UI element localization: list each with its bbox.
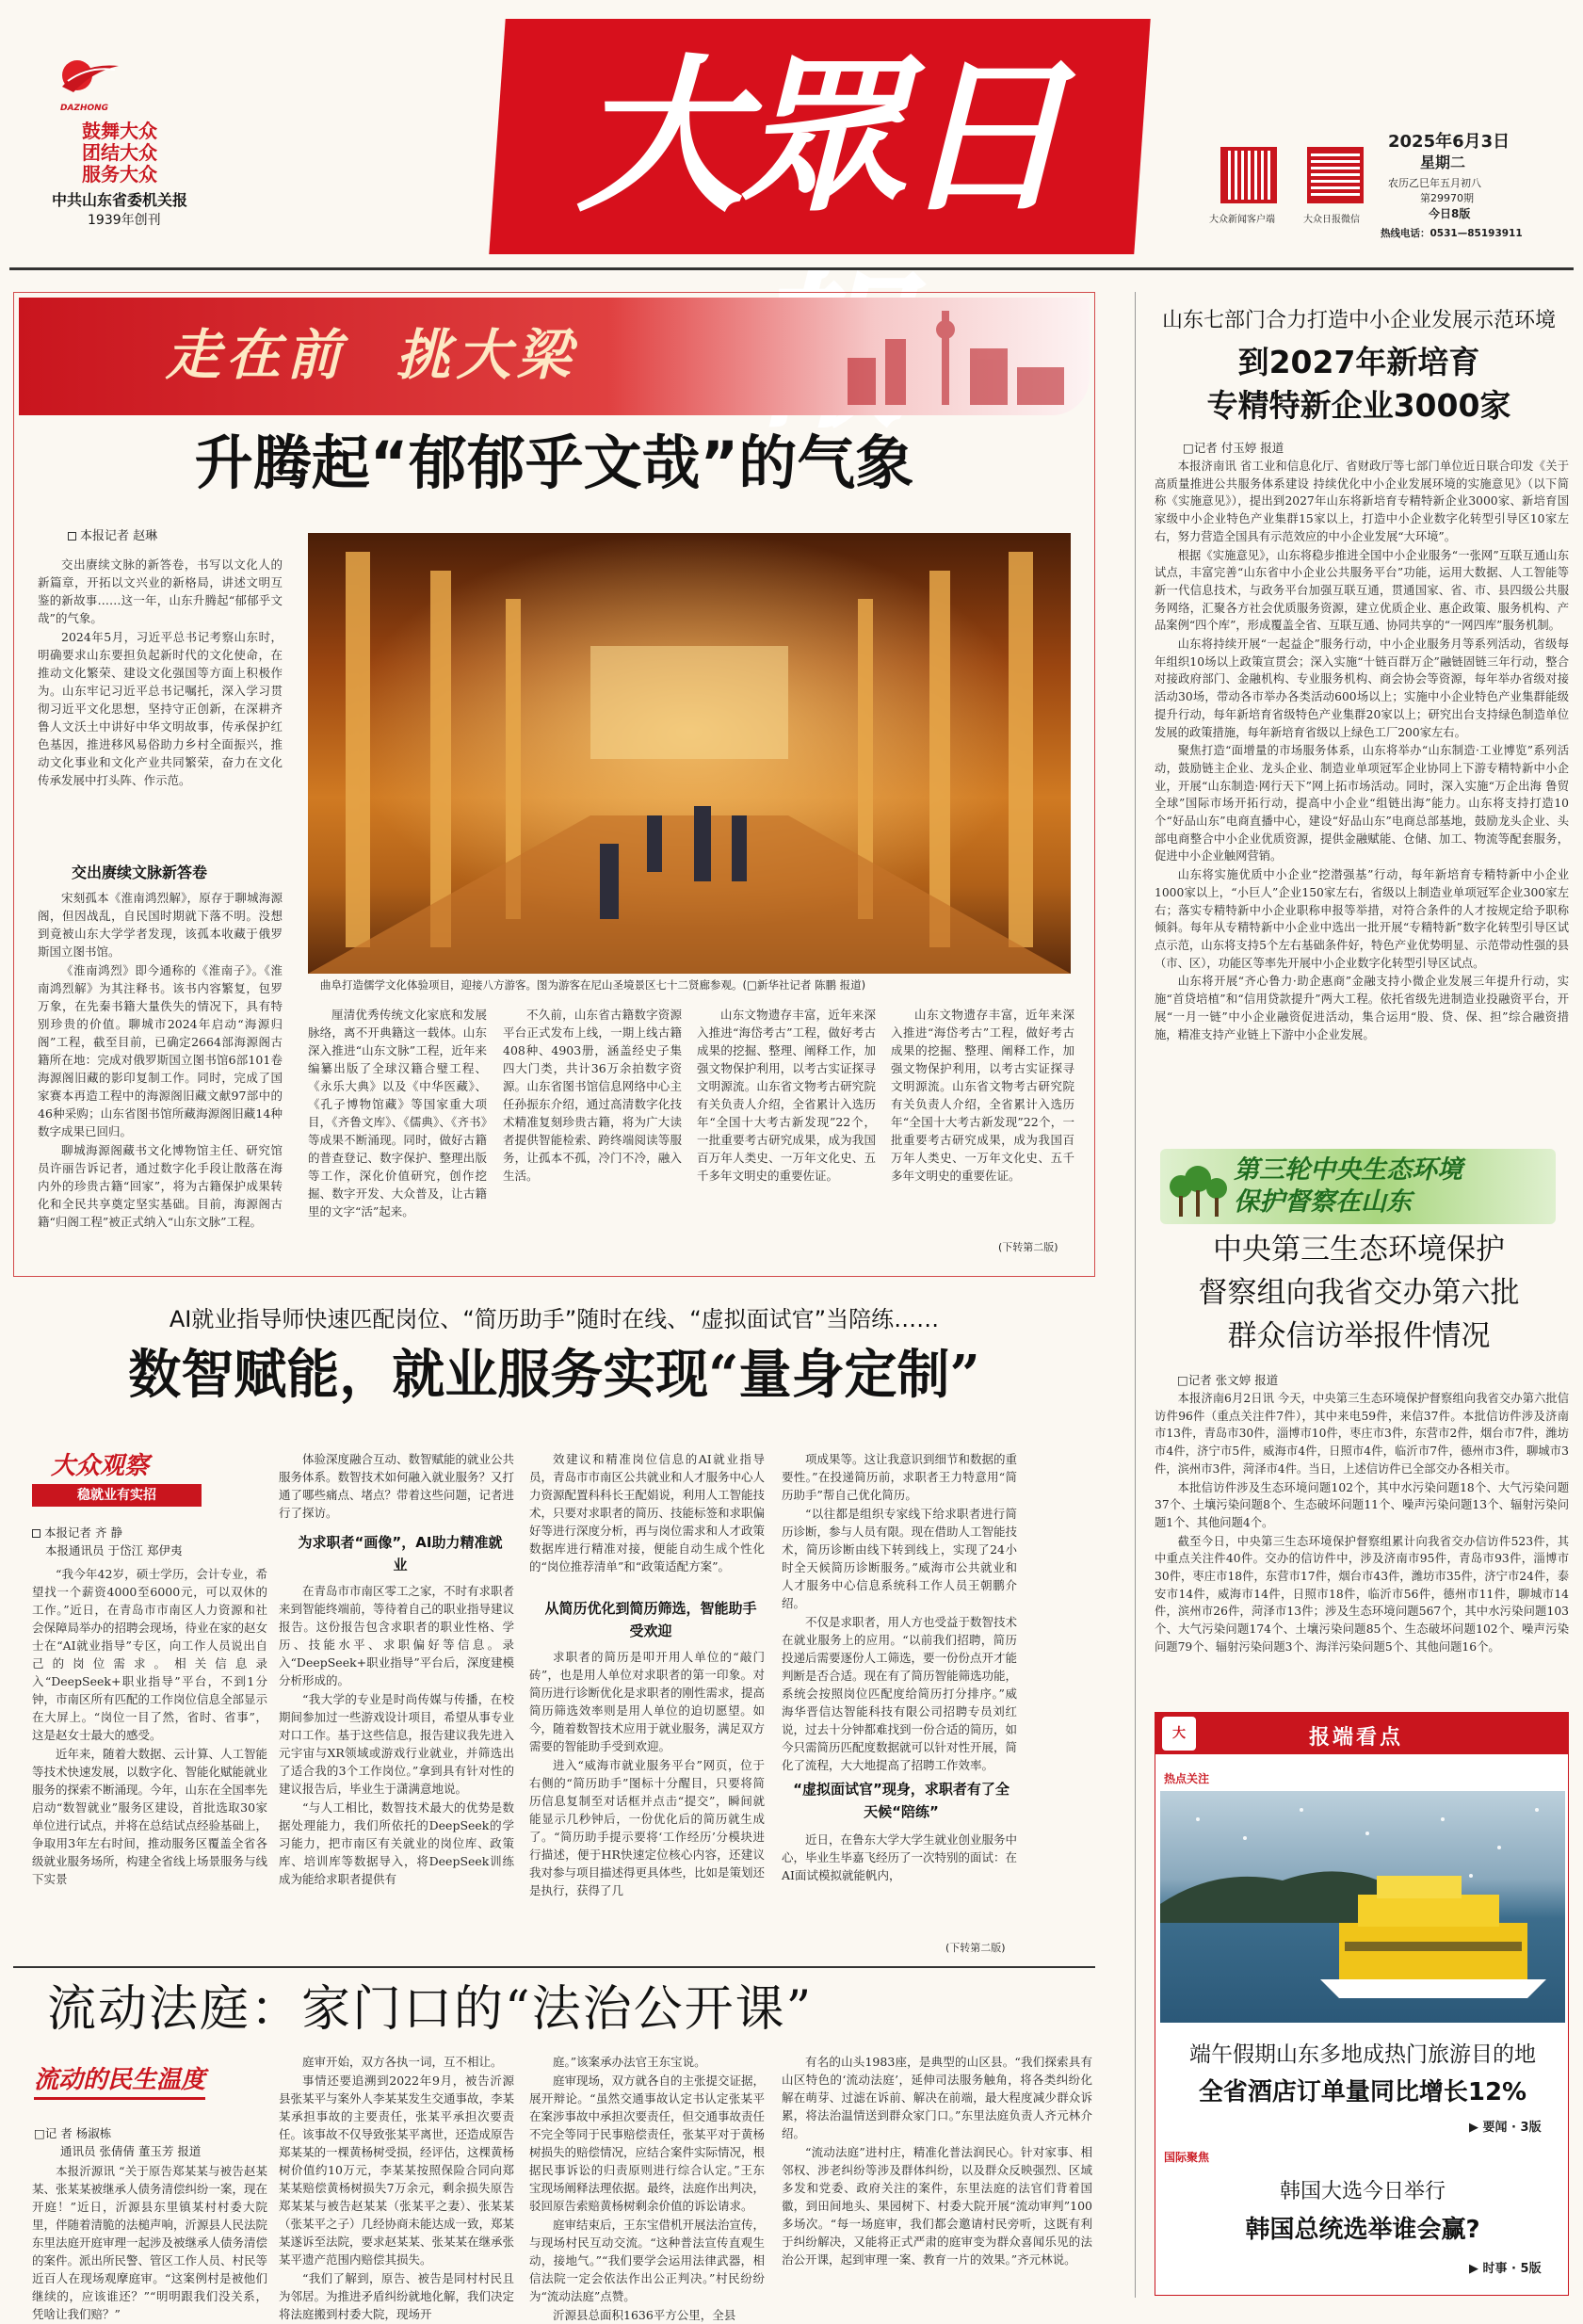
triangle-icon-2: ▶ <box>1469 2262 1483 2276</box>
third-logo: 流动的民生温度 <box>34 2060 205 2100</box>
second-col1 <box>32 1565 267 1961</box>
right1-p2: 根据《实施意见》，山东将稳步推进全国中小企业服务“一张网”互联互通山东试点，丰富完善“山东省中小企业公共服务平台”功能，运用大数据、人工智能等新一代信息技术，与政务平台加强互联互通，贯通国家、省、市、县四级公共服务网络，汇聚各方社会优质服务资源，建立优质企业、惠企政策、服务机构、产品案例“四个库”，形成覆盖全省、互联互通、协同共享的“一网四库”服务机制。 <box>1155 548 1569 633</box>
second-col3b <box>529 1648 765 1961</box>
right2-p3: 截至今日，中央第三生态环境保护督察组累计向我省交办信访件523件，其中重点关注件40件。交办的信访件中，涉及济南市95件，青岛市93件，淄博市30件，枣庄市18件，东营市17件，烟台市43件，潍坊市35件，济宁市24件，泰安市14件，威海市14件，日照市18件，临沂市56件，德州市11件，聊城市14件，滨州市26件，菏泽市13件；涉及生态环境问题567个，其中水污染问题103个、大气污染问题174个、土壤污染问题85个、生态破坏问题102个、噪声污染问题79个、辐射污染问题3个、海洋污染问题5个、其他问题16个。 <box>1155 1534 1569 1654</box>
second-col2a <box>279 1450 514 1525</box>
third-col1 <box>32 2162 268 2321</box>
lead-headline: 升腾起“郁郁乎文哉”的气象 <box>194 428 914 497</box>
second-logo-text: 大众观察 <box>51 1452 150 1480</box>
third-col2-p3: “我们了解到，原告、被告是同村村民且为邻居。为推进矛盾纠纷就地化解，我们决定将法庭搬到村委大院，现场开 <box>279 2271 515 2321</box>
slogan-1: 鼓舞大众 <box>82 120 157 142</box>
second-sub2: 从简历优化到简历筛选，智能助手受欢迎 <box>544 1600 757 1639</box>
second-col3a-p1: 效建议和精准岗位信息的AI就业指导员，青岛市市南区公共就业和人才服务中心人力资源配置科科长王配娟说，利用人工智能技术，只要对求职者的简历、技能标签和求职偏好等进行深度分析，再与岗位需求和人才政策数据库进行精准对接，便能自动生成个性化的“岗位推荐清单”和“政策适配方案”。 <box>529 1452 766 1574</box>
second-col4a-p2: “以往都是组织专家线下给求职者进行简历诊断，参与人员有限。现在借助人工智能技术，简历诊断由线下转到线上，实现了24小时全天候简历诊断服务。”威海市公共就业和人才服务中心信息系统科工作人员王朝鹏介绍。 <box>782 1507 1018 1610</box>
lead-col1-p1: 交出赓续文脉的新答卷，书写以文化人的新篇章，开拓以文兴业的新格局，讲述文明互鉴的新故事……这一年，山东升腾起“郁郁乎文哉”的气象。 <box>38 557 283 625</box>
right2-byline: □记者 张文婷 报道 <box>1177 1373 1279 1387</box>
second-sub3: “虚拟面试官”现身，求职者有了全天候“陪练” <box>793 1781 1010 1820</box>
third-byline <box>34 2124 201 2160</box>
third-headline: 流动法庭：家门口的“法治公开课” <box>47 1981 814 2038</box>
section-rule <box>13 1966 1095 1968</box>
lead-col1-p2: 2024年5月，习近平总书记考察山东时，明确要求山东要担负起新时代的文化使命，在推动文化繁荣、建设文化强国等方面上积极作为。山东牢记习近平总书记嘱托，深入学习贯彻习近平文化思想，坚持守正创新，在深耕齐鲁人文沃土中讲好中华文明故事，传承保护红色基因，推进移风易俗助力乡村全面振兴，推动文化事业和文化产业共同繁荣，奋力在文化传承发展中打头阵、作示范。 <box>38 630 283 787</box>
qr-code-wechat-icon <box>1307 147 1364 203</box>
third-col4-p1: 有名的山头1983座，是典型的山区县。“我们探索具有山区特色的‘流动法庭’，延伸司法服务触角，将各类纠纷化解在萌芽、过滤在诉前、解决在前端，最大程度减少群众诉累，将法治温情送到群众家门口。”东里法庭负责人齐元林介绍。 <box>782 2055 1092 2140</box>
weekday: 星期二 <box>1420 153 1466 171</box>
right1-headline-1: 到2027年新培育 <box>1237 344 1480 380</box>
second-continued: (下转第二版) <box>945 1942 1006 1954</box>
lead-col1b-p3: 聊城海源阁藏书文化博物馆主任、研究馆员许丽告诉记者，通过数字化手段让散落在海内外的珍贵古籍“回家”，将为古籍保护成果转化和全民共享奠定坚实基础。目前，海源阁古籍“归阁工程”被正式纳入“山东文脉”工程。 <box>38 1143 283 1229</box>
preview-ref2[interactable] <box>1469 2258 1542 2276</box>
second-byline <box>32 1524 182 1559</box>
third-col4 <box>782 2053 1092 2303</box>
issue-number: 第29970期 <box>1420 192 1474 204</box>
second-col3b-p1: 求职者的简历是叩开用人单位的“敲门砖”，也是用人单位对求职者的第一印象。对简历进行诊断优化是求职者的刚性需求，提高简历筛选效率则是用人单位的迫切愿望。如今，随着数智技术应用于就业服务，满足双方需要的智能助手受到欢迎。 <box>529 1650 766 1753</box>
right2-headline-2: 督察组向我省交办第六批 <box>1198 1276 1520 1310</box>
third-col3-p3: 庭审结束后，王东宝借机开展法治宣传，与现场村民互动交流。“这种普法宣传直观生动，接地气。”“我们要学会运用法律武器，相信法院一定会依法作出公正判决。”村民纷纷为“流动法庭”点赞。 <box>529 2218 766 2303</box>
byline-box-icon-2 <box>32 1529 40 1538</box>
third-col3-p2: 庭审现场，双方就各自的主张提交证据，展开辩论。“虽然交通事故认定书认定张某平在案涉事故中承担次要责任，但交通事故责任不完全等同于民事赔偿责任，张某平对于黄杨树损失的赔偿情况，应结合案件实际情况，根据民事诉讼的归责原则进行综合认定。”王东宝现场阐释法理依据。最终，法庭作出判决，驳回原告索赔黄杨树剩余价值的诉讼请求。 <box>529 2074 766 2213</box>
founded: 1939年创刊 <box>88 213 161 228</box>
preview-ref1[interactable] <box>1469 2117 1542 2135</box>
second-logo <box>32 1450 220 1512</box>
right-divider <box>1135 292 1136 2298</box>
right2-headline-3: 群众信访举报件情况 <box>1227 1319 1491 1353</box>
third-col3-p1: 庭。”该案承办法官王东宝说。 <box>553 2055 706 2069</box>
lead-col1b-p2: 《淮南鸿烈》即今通称的《淮南子》。《淮南鸿烈解》为其注释书。该书内容繁复，包罗万象，在先秦书籍大量佚失的情况下，具有特别珍贵的价值。聊城市2024年启动“海源归阁”工程，截至目前，已确定2664部海源阁古籍所在地：完成对俄罗斯国立图书馆6部101卷海源阁旧藏的影印复制工作。同时，完成了国家赛本再造工程中的海源阁旧藏文献97部中的46种采购；山东省图书馆所藏海源阁旧藏14种数字成果已回归。 <box>38 963 283 1138</box>
qr-label-wechat: 大众日报微信 <box>1303 215 1360 225</box>
slogan-2: 团结大众 <box>82 141 157 164</box>
lead-col1 <box>38 556 283 789</box>
second-byline-1: 本报记者 齐 静 <box>44 1525 122 1540</box>
preview-head1a[interactable]: 端午假期山东多地成热门旅游目的地 <box>1189 2042 1536 2067</box>
second-col1-p2: 近年来，随着大数据、云计算、人工智能等技术快速发展，以数字化、智能化赋能就业服务的探索不断涌现。今年，山东在全国率先启动“数智就业”服务区建设，首批选取30家单位进行试点，并将在总结试点经验基础上，争取用3年左右时间，推动服务区覆盖全省各级就业服务场所，构建全省线上场景服务与线下实景 <box>32 1747 268 1886</box>
preview-head1b[interactable]: 全省酒店订单量同比增长12% <box>1198 2078 1527 2106</box>
lead-photo-caption: 曲阜打造儒学文化体验项目，迎接八方游客。图为游客在尼山圣境景区七十二贤廊参观。(□新华社记者 陈鹏 报道) <box>320 978 866 992</box>
publisher: 中共山东省委机关报 <box>52 191 188 209</box>
third-byline-1: □记 者 杨淑栋 <box>34 2126 112 2140</box>
right1-kicker: 山东七部门合力打造中小企业发展示范环境 <box>1161 309 1556 332</box>
third-col2-p2: 事情还要追溯到2022年9月，被告沂源县张某平与案外人李某某发生交通事故，李某某承担事故的主要责任，张某平承担次要责任。该事故不仅导致张某平离世，还造成原告郑某某的一棵黄杨树受损，经评估，这棵黄杨树价值约10万元，李某某按照保险合同向郑某某赔偿黄杨树损失7万余元，剩余损失原告郑某某与被告赵某某（张某平之妻）、张某某（张某平之子）几经协商未能达成一致，郑某某遂诉至法院，要求赵某某、张某某在继承张某平遗产范围内赔偿其损失。 <box>279 2074 515 2267</box>
preview-title[interactable]: 报端看点 <box>1309 1726 1404 1750</box>
logo-text: DAZHONG <box>60 104 109 113</box>
triangle-icon: ▶ <box>1469 2121 1483 2135</box>
second-col4a-p1: 项成果等。这让我意识到细节和数据的重要性。”在投递简历前，求职者王力特意用“简历助手”帮自己优化简历。 <box>782 1452 1018 1502</box>
second-col4b <box>782 1831 1017 1944</box>
third-col2-p1: 庭审开始，双方各执一词，互不相让。 <box>302 2055 503 2069</box>
third-col3 <box>529 2053 766 2322</box>
right1-p6: 山东将开展“齐心鲁力·助企惠商”金融支持小微企业发展三年提升行动，实施“首贷培植”和“信用贷款提升”两大工程。依托省级先进制造业投融资平台，开展“一月一链”中小企业融资促进活动，集合运用“股、贷、保、担”综合融资措施，精准支持产业链上下游中小企业发展。 <box>1155 975 1569 1041</box>
lead-col2-p1: 厘清优秀传统文化家底和发展脉络，离不开典籍这一载体。山东深入推进“山东文脉”工程，近年来编纂出版了全球汉籍合璧工程、《永乐大典》以及《中华医藏》、《孔子博物馆藏》等国家重大项目，《齐鲁文库》、《儒典》、《齐书》等成果不断涌现。同时，做好古籍的普查登记、数字保护、整理出版等工作，深化价值研究，创作挖掘、数字开发、大众普及，让古籍里的文字“活”起来。 <box>308 1008 487 1218</box>
byline-box-icon <box>68 532 76 541</box>
second-col2b <box>279 1582 514 1961</box>
lead-col1b <box>38 889 283 1247</box>
second-sub1: 为求职者“画像”，AI助力精准就业 <box>298 1534 503 1574</box>
right2-p2: 本批信访件涉及生态环境问题102个，其中水污染问题18个、大气污染问题37个、土壤污染问题8个、生态破坏问题11个、噪声污染问题13个、辐射污染问题1个、其他问题4个。 <box>1155 1480 1569 1529</box>
preview-logo-icon: 大 <box>1162 1717 1196 1751</box>
qr-code-app-icon <box>1220 147 1277 203</box>
third-col3-p4: 沂源县总面积1636平方公里，全县 <box>553 2308 736 2322</box>
issue-date: 2025年6月3日 <box>1388 132 1510 152</box>
right2-headline-1: 中央第三生态环境保护 <box>1213 1233 1505 1267</box>
lead-continued: (下转第二版) <box>998 1241 1058 1253</box>
slogan-3: 服务大众 <box>82 163 157 186</box>
right1-headline-2: 专精特新企业3000家 <box>1206 387 1511 424</box>
second-col2a-p1: 体验深度融合互动、数智赋能的就业公共服务体系。数智技术如何融入就业服务？又打通了哪些痛点、堵点？带着这些问题，记者进行了探访。 <box>279 1452 515 1520</box>
lead-col3 <box>503 1006 682 1260</box>
qr-label-app: 大众新闻客户端 <box>1209 215 1275 225</box>
right1-p4: 聚焦打造“面增量的市场服务体系，山东将举办“山东制造·工业博览”系列活动，鼓励链主企业、龙头企业、制造业单项冠军企业协同上下游专精特新中小企业，开展“山东制造·网行天下”网上拓市场活动。同时，深入实施“万企出海 鲁贸全球”国际市场开拓行动，提高中小企业“组链出海”能力。山东将支持打造10个“好品山东”电商直播中心，建设“好品山东”电商总部基地，鼓励龙头企业、头部电商整合中小企业优质资源，提供金融赋能、仓储、加工、物流等配套服务，促进中小企业触网营销。 <box>1155 744 1569 863</box>
second-kicker: AI就业指导师快速匹配岗位、“简历助手”随时在线、“虚拟面试官”当陪练…… <box>169 1306 940 1332</box>
right2-banner-text: 第三轮中央生态环境保护督察在山东 <box>1234 1155 1462 1217</box>
right1-body <box>1155 458 1569 1143</box>
skyline-icon <box>829 301 1083 405</box>
tree-icon <box>1166 1162 1232 1218</box>
second-col2b-p3: “与人工相比，数智技术最大的优势是数据处理能力，我们所依托的DeepSeek的学习能力，把市南区有关就业的岗位库、政策库、培训库等数据导入，将DeepSeek训练成为能给求职者提供有 <box>279 1800 514 1886</box>
lead-col5 <box>891 1006 1074 1232</box>
second-col2b-p2: “我大学的专业是时尚传媒与传播，在校期间参加过一些游戏设计项目，希望从事专业对口工作。基于这些信息，报告建议我先进入元宇宙与XR领域或游戏行业就业，并筛选出了适合我的3个工作岗位。”拿到具有针对性的建议报告后，毕业生于潇满意地说。 <box>279 1692 515 1796</box>
second-col2b-p1: 在青岛市市南区零工之家，不时有求职者来到智能终端前，等待着自己的职业指导建议报告。这份报告包含求职者的职业性格、学历、技能水平、求职偏好等信息。录入“DeepSeek+职业指导”平台后，深度建模分析形成的。 <box>279 1584 515 1687</box>
lead-col4 <box>697 1006 876 1260</box>
right2-body <box>1155 1390 1569 1682</box>
second-col4b-p1: 近日，在鲁东大学大学生就业创业服务中心，毕业生毕嘉飞经历了一次特别的面试：在AI面试模拟就能帆内， <box>782 1832 1018 1882</box>
second-logo-sub: 稳就业有实招 <box>32 1484 202 1507</box>
second-col4a-p3: 不仅是求职者，用人方也受益于数智技术在就业服务上的应用。“以前我们招聘，简历投递后需要逐份人工筛选，要一份份点开才能判断是否合适。现在有了简历智能筛选功能，系统会按照岗位匹配度给简历打分排序。”威海华晋信达智能科技有限公司招聘专员刘红说，过去十分钟都难找到一份合适的简历，如今只需简历匹配度数据就可以针对性开展，简化了流程，大大地提高了招聘工作效率。 <box>782 1615 1018 1772</box>
lead-col2 <box>308 1006 487 1260</box>
right1-p1: 本报济南讯 省工业和信息化厅、省财政厅等七部门单位近日联合印发《关于高质量推进公共服务体系建设 持续优化中小企业发展环境的实施意见》（以下简称《实施意见》），提出到2027年山东将新培育专精特新企业3000家、新培育国家级中小企业特色产业集群15家以上，打造中小企业数字化转型引导区10家左右，努力营造全国具有示范效应的中小企业发展“大环境”。 <box>1155 460 1569 543</box>
lunar-date: 农历乙巳年五月初八 <box>1388 177 1481 189</box>
third-col2 <box>279 2053 515 2321</box>
preview-label-2: 国际聚焦 <box>1164 2151 1210 2164</box>
preview-head2b[interactable]: 韩国总统选举谁会赢? <box>1245 2216 1480 2244</box>
right1-p3: 山东将持续开展“一起益企”服务行动，中小企业服务月等系列活动，省级每年组织10场以上政策宣贯会；深入实施“十链百群万企”融链固链三年行动，整合对接政府部门、金融机构、专业服务机构、商会协会等资源，每年举办省级对接活动30场，带动各市举办各类活动600场以上；实施中小企业特色产业集群能级提升行动，每年新培育省级特色产业集群20家以上；研究出台支持绿色制造单位发展的政策措施，每年新培育省级以上绿色工厂200家左右。 <box>1155 637 1569 739</box>
lead-byline <box>68 527 157 545</box>
second-headline: 数智赋能，就业服务实现“量身定制” <box>128 1344 980 1406</box>
preview-label-1: 热点关注 <box>1164 1772 1210 1785</box>
lead-col4-p1: 山东文物遗存丰富，近年来深入推进“海岱考古”工程，做好考古成果的挖掘、整理、阐释工作，加强文物保护利用，以考古实证探寻文明源流。山东省文物考古研究院有关负责人介绍，全省累计入选历年“全国十大考古新发现”22个，一批重要考古研究成果，成为我国百万年人类史、一万年文化史、五千多年文明史的重要佐证。 <box>697 1008 876 1183</box>
preview-ref2-text: 时事 · 5版 <box>1482 2262 1542 2276</box>
second-byline-2: 本报通讯员 于岱江 郑伊夷 <box>45 1543 183 1557</box>
masthead <box>0 0 1583 282</box>
preview-photo[interactable] <box>1160 1791 1565 2023</box>
lead-byline-text: 本报记者 赵琳 <box>80 529 158 543</box>
right1-p5: 山东将实施优质中小企业“挖潜强基”行动，每年新培育专精特新中小企业1000家以上，“小巨人”企业150家左右，省级以上制造业单项冠军企业300家左右；落实专精特新中小企业职称申报等举措，对符合条件的人才按规定给予职称倾斜。每年从专精特新中小企业中选出一批开展“专精特新”数字化转型引导区试点示范，山东将支持5个左右基础条件好，特色产业优势明显、示范带动性强的县（市、区），功能区等率先开展中小企业数字化转型引导区试点。 <box>1155 868 1569 970</box>
right1-byline: □记者 付玉婷 报道 <box>1183 441 1284 455</box>
third-byline-2: 通讯员 张倩倩 董玉芳 报道 <box>60 2144 202 2158</box>
lead-col5-p1: 山东文物遗存丰富，近年来深入推进“海岱考古”工程，做好考古成果的挖掘、整理、阐释工作，加强文物保护利用，以考古实证探寻文明源流。山东省文物考古研究院有关负责人介绍，全省累计入选历年“全国十大考古新发现”22个，一批重要考古研究成果，成为我国百万年人类史、一万年文化史、五千多年文明史的重要佐证。 <box>891 1008 1074 1183</box>
second-col4a <box>782 1450 1017 1774</box>
second-col3b-p2: 进入“威海市就业服务平台”网页，位于右侧的“简历助手”图标十分醒目，只要将简历信息复制至对话框并点击“提交”，瞬间就能显示几秒钟后，一份优化后的简历就生成了。“简历助手提示要将‘工作经历’分模块进行描述，便于HR快速定位核心内容，还建议我对参与项目描述得更具体些，比如是策划还是执行，获得了几 <box>529 1758 766 1897</box>
slogans <box>82 121 157 186</box>
masthead-rule <box>9 267 1574 270</box>
masthead-title: 大眾日 <box>576 38 1062 234</box>
lead-subhead: 交出赓续文脉新答卷 <box>72 863 208 881</box>
lead-col1b-p1: 宋刻孤本《淮南鸿烈解》，原存于聊城海源阁，但因战乱，自民国时期就下落不明。没想到竟被山东大学学者发现，该孤本收藏于俄罗斯国立图书馆。 <box>38 891 283 959</box>
preview-head2a[interactable]: 韩国大选今日举行 <box>1279 2180 1446 2203</box>
lead-photo <box>308 533 1071 974</box>
second-col1-p1: “我今年42岁，硕士学历，会计专业，希望找一个薪资4000至6000元，可以双休的工作。”近日，在青岛市市南区人力资源和社会保障局举办的招聘会现场，待业在家的赵女士在“AI就业指导”专区，向工作人员说出自己的岗位需求。相关信息录入“DeepSeek+职业指导”平台，不到1分钟，市南区所有匹配的工作岗位信息全部显示在大屏上。“岗位一目了然，省时、省事”，这是赵女士最大的感受。 <box>32 1567 268 1742</box>
lead-col3-p1: 不久前，山东省古籍数字资源平台正式发布上线，一期上线古籍408种、4903册，涵盖经史子集四大门类，共计36万余拍数字资源。山东省图书馆信息网络中心主任孙振东介绍，通过高清数字化技术精准复刻珍贵古籍，将为广大读者提供智能检索、跨终端阅读等服务，让孤本不孤，冷门不冷，融入生活。 <box>503 1008 682 1183</box>
third-col1-p1: 本报沂源讯 “关于原告郑某某与被告赵某某、张某某被继承人债务清偿纠纷一案，现在开庭！”近日，沂源县东里镇某村村委大院里，伴随着清脆的法槌声响，沂源县人民法院东里法庭开庭审理一起涉及被继承人债务清偿的案件。派出所民警、管区工作人员、村民等近百人在现场观摩庭审。“这案例村是被他们继续的，应该谁还？”“明明跟我们没关系，凭啥让我们赔？” <box>32 2164 268 2321</box>
page-count: 今日8版 <box>1429 207 1471 220</box>
second-col3a <box>529 1450 765 1593</box>
dazhong-logo-icon <box>55 53 122 102</box>
lead-banner-text: 走在前 挑大梁 <box>166 323 577 387</box>
right2-p1: 本报济南6月2日讯 今天，中央第三生态环境保护督察组向我省交办第六批信访件96件（重点关注件7件），其中来电59件，来信37件。本批信访件涉及济南市13件，青岛市30件，淄博市10件，枣庄市3件，东营市2件，烟台市7件，潍坊市4件，济宁市5件，威海市4件，日照市4件，临沂市7件，德州市3件，聊城市3件，滨州市3件，菏泽市4件。当日，上述信访件已全部交办各相关市。 <box>1155 1392 1569 1476</box>
hotline: 热线电话：0531—85193911 <box>1381 228 1523 239</box>
third-col4-p2: “流动法庭”进村庄，精准化普法润民心。针对家事、相邻权、涉老纠纷等涉及群体纠纷，以及群众反映强烈、区域多发和党委、政府关注的案件，东里法庭的法官们背着国徽，到田间地头、果园树下、村委大院开展“流动审判”100多场次。“每一场庭审，我们都会邀请村民旁听，这既有利于纠纷解决，又能将正式严肃的庭审变为群众喜闻乐见的法治公开课，起到审理一案、教育一片的效果。”齐元林说。 <box>782 2145 1092 2267</box>
preview-ref1-text: 要闻 · 3版 <box>1482 2121 1542 2135</box>
